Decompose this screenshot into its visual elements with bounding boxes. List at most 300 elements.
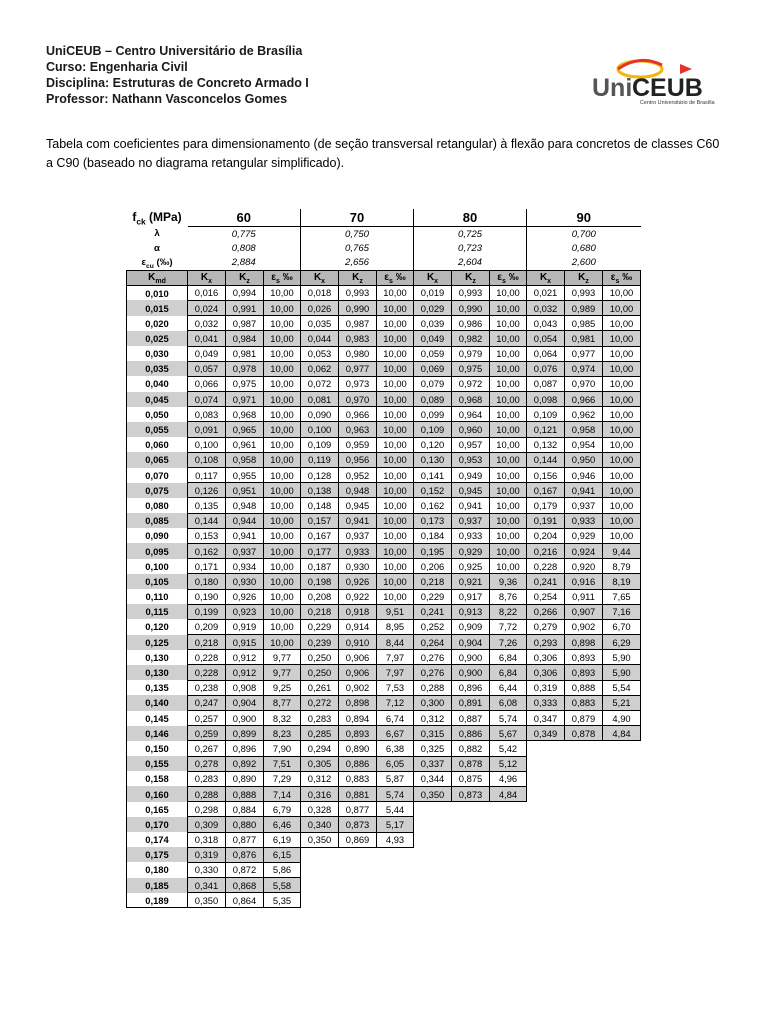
kx-value: 0,069 — [414, 361, 452, 376]
kx-value: 0,259 — [188, 726, 226, 741]
es-value: 10,00 — [377, 407, 414, 422]
kz-value: 0,961 — [226, 437, 264, 452]
kx-value: 0,018 — [301, 285, 339, 300]
empty-cell — [603, 771, 641, 786]
kx-value: 0,306 — [527, 665, 565, 680]
kz-value: 0,962 — [565, 407, 603, 422]
es-value: 7,29 — [264, 771, 301, 786]
kx-value: 0,167 — [527, 483, 565, 498]
table-row — [127, 559, 641, 574]
kx-value: 0,218 — [414, 574, 452, 589]
kx-value: 0,100 — [188, 437, 226, 452]
alpha-value-70: 0,765 — [301, 241, 414, 255]
table-row — [127, 392, 641, 407]
uniceub-logo — [590, 56, 722, 106]
table-row — [127, 574, 641, 589]
kx-value: 0,350 — [188, 893, 226, 908]
es-value: 10,00 — [264, 604, 301, 619]
kx-value: 0,053 — [301, 346, 339, 361]
kx-value: 0,177 — [301, 543, 339, 558]
es-value: 10,00 — [377, 285, 414, 300]
kz-value: 0,954 — [565, 437, 603, 452]
kz-value: 0,941 — [226, 528, 264, 543]
es-value: 10,00 — [490, 483, 527, 498]
kz-value: 0,929 — [565, 528, 603, 543]
kz-value: 0,952 — [339, 468, 377, 483]
table-row — [127, 665, 641, 680]
kmd-value: 0,055 — [127, 422, 188, 437]
kmd-value: 0,140 — [127, 695, 188, 710]
es-value: 8,95 — [377, 619, 414, 634]
es-value: 10,00 — [377, 392, 414, 407]
table-row — [127, 437, 641, 452]
table-row — [127, 680, 641, 695]
kx-value: 0,016 — [188, 285, 226, 300]
es-value: 10,00 — [264, 407, 301, 422]
kz-value: 0,926 — [226, 589, 264, 604]
table-row — [127, 543, 641, 558]
es-value: 10,00 — [490, 437, 527, 452]
table-row — [127, 771, 641, 786]
kx-value: 0,283 — [301, 711, 339, 726]
es-value: 10,00 — [264, 619, 301, 634]
es-value: 6,15 — [264, 847, 301, 862]
es-value: 9,77 — [264, 665, 301, 680]
kx-value: 0,117 — [188, 468, 226, 483]
kz-value: 0,955 — [226, 468, 264, 483]
kx-value: 0,032 — [527, 300, 565, 315]
kmd-value: 0,050 — [127, 407, 188, 422]
empty-cell — [603, 817, 641, 832]
kz-value: 0,893 — [565, 650, 603, 665]
es-value: 10,00 — [603, 528, 641, 543]
empty-cell — [603, 878, 641, 893]
kz-header: $K_z$ — [565, 270, 603, 285]
es-value: 4,93 — [377, 832, 414, 847]
kz-value: 0,968 — [452, 392, 490, 407]
es-value: 9,77 — [264, 650, 301, 665]
kx-value: 0,066 — [188, 376, 226, 391]
kx-value: 0,278 — [188, 756, 226, 771]
kz-value: 0,872 — [226, 862, 264, 877]
es-value: 8,79 — [603, 559, 641, 574]
empty-cell — [565, 771, 603, 786]
empty-cell — [527, 802, 565, 817]
kz-value: 0,918 — [339, 604, 377, 619]
kmd-value: 0,155 — [127, 756, 188, 771]
empty-cell — [565, 756, 603, 771]
kz-value: 0,929 — [452, 543, 490, 558]
kx-value: 0,059 — [414, 346, 452, 361]
kz-value: 0,902 — [565, 619, 603, 634]
kx-value: 0,349 — [527, 726, 565, 741]
kmd-value: 0,035 — [127, 361, 188, 376]
kz-value: 0,977 — [339, 361, 377, 376]
es-value: 10,00 — [490, 543, 527, 558]
kmd-value: 0,180 — [127, 862, 188, 877]
kx-value: 0,294 — [301, 741, 339, 756]
empty-cell — [527, 786, 565, 801]
kx-value: 0,109 — [527, 407, 565, 422]
kx-value: 0,312 — [414, 711, 452, 726]
kz-value: 0,948 — [339, 483, 377, 498]
es-value: 7,65 — [603, 589, 641, 604]
empty-cell — [414, 862, 452, 877]
es-value: 10,00 — [264, 346, 301, 361]
es-value: 5,44 — [377, 802, 414, 817]
kx-value: 0,247 — [188, 695, 226, 710]
kmd-value: 0,135 — [127, 680, 188, 695]
kx-value: 0,229 — [301, 619, 339, 634]
kmd-value: 0,145 — [127, 711, 188, 726]
table-row — [127, 817, 641, 832]
kx-value: 0,218 — [188, 635, 226, 650]
es-value: 7,12 — [377, 695, 414, 710]
kx-value: 0,138 — [301, 483, 339, 498]
kz-value: 0,906 — [339, 665, 377, 680]
concrete-class-80: 80 — [414, 209, 527, 227]
es-value: 10,00 — [603, 437, 641, 452]
document-header — [46, 43, 309, 107]
kx-value: 0,279 — [527, 619, 565, 634]
table-row — [127, 361, 641, 376]
es-value: 8,77 — [264, 695, 301, 710]
empty-cell — [490, 878, 527, 893]
kz-value: 0,984 — [226, 331, 264, 346]
kz-value: 0,911 — [565, 589, 603, 604]
kz-value: 0,949 — [452, 468, 490, 483]
es-header: $\varepsilon_s$ ‰ — [377, 270, 414, 285]
kmd-value: 0,130 — [127, 650, 188, 665]
kz-value: 0,916 — [565, 574, 603, 589]
kz-value: 0,958 — [226, 452, 264, 467]
kx-value: 0,276 — [414, 665, 452, 680]
kz-value: 0,890 — [226, 771, 264, 786]
es-value: 10,00 — [490, 346, 527, 361]
svg-text:Uni: Uni — [592, 74, 633, 102]
kx-header: $K_x$ — [414, 270, 452, 285]
es-value: 8,76 — [490, 589, 527, 604]
kmd-value: 0,105 — [127, 574, 188, 589]
kz-value: 0,884 — [226, 802, 264, 817]
empty-cell — [527, 893, 565, 908]
es-value: 10,00 — [264, 300, 301, 315]
kx-value: 0,121 — [527, 422, 565, 437]
kmd-value: 0,090 — [127, 528, 188, 543]
es-value: 5,86 — [264, 862, 301, 877]
kz-value: 0,880 — [226, 817, 264, 832]
empty-cell — [527, 756, 565, 771]
es-value: 10,00 — [264, 422, 301, 437]
es-value: 10,00 — [264, 452, 301, 467]
kmd-value: 0,165 — [127, 802, 188, 817]
kmd-value: 0,075 — [127, 483, 188, 498]
kz-value: 0,985 — [565, 316, 603, 331]
kx-value: 0,141 — [414, 468, 452, 483]
kz-value: 0,877 — [226, 832, 264, 847]
kz-value: 0,896 — [226, 741, 264, 756]
es-value: 10,00 — [603, 331, 641, 346]
kmd-value: 0,175 — [127, 847, 188, 862]
kz-value: 0,965 — [226, 422, 264, 437]
es-value: 5,87 — [377, 771, 414, 786]
kmd-value: 0,045 — [127, 392, 188, 407]
es-value: 7,90 — [264, 741, 301, 756]
table-row — [127, 422, 641, 437]
kz-value: 0,886 — [452, 726, 490, 741]
kz-value: 0,937 — [452, 513, 490, 528]
param-row-alpha — [127, 241, 641, 255]
kx-value: 0,293 — [527, 635, 565, 650]
es-value: 8,23 — [264, 726, 301, 741]
kz-value: 0,904 — [226, 695, 264, 710]
kz-value: 0,873 — [339, 817, 377, 832]
kz-value: 0,891 — [452, 695, 490, 710]
kz-value: 0,868 — [226, 878, 264, 893]
kx-value: 0,288 — [188, 786, 226, 801]
kz-value: 0,887 — [452, 711, 490, 726]
kx-value: 0,228 — [188, 650, 226, 665]
kx-value: 0,152 — [414, 483, 452, 498]
empty-cell — [603, 756, 641, 771]
kz-value: 0,925 — [452, 559, 490, 574]
table-row — [127, 452, 641, 467]
kz-value: 0,888 — [565, 680, 603, 695]
kz-value: 0,974 — [565, 361, 603, 376]
es-value: 5,74 — [490, 711, 527, 726]
es-value: 10,00 — [264, 392, 301, 407]
es-value: 10,00 — [603, 513, 641, 528]
kx-value: 0,344 — [414, 771, 452, 786]
kz-value: 0,898 — [565, 635, 603, 650]
kz-value: 0,937 — [565, 498, 603, 513]
kz-value: 0,888 — [226, 786, 264, 801]
kz-value: 0,964 — [452, 407, 490, 422]
kx-value: 0,319 — [527, 680, 565, 695]
kx-value: 0,228 — [188, 665, 226, 680]
kz-value: 0,864 — [226, 893, 264, 908]
kx-value: 0,019 — [414, 285, 452, 300]
kx-value: 0,132 — [527, 437, 565, 452]
kx-header: $K_x$ — [188, 270, 226, 285]
kx-value: 0,285 — [301, 726, 339, 741]
kz-value: 0,937 — [226, 543, 264, 558]
es-value: 10,00 — [264, 437, 301, 452]
lambda-value-70: 0,750 — [301, 227, 414, 242]
empty-cell — [452, 832, 490, 847]
empty-cell — [452, 847, 490, 862]
empty-cell — [565, 832, 603, 847]
es-value: 9,36 — [490, 574, 527, 589]
es-value: 10,00 — [264, 468, 301, 483]
ecu-value-70: 2,656 — [301, 255, 414, 270]
empty-cell — [603, 847, 641, 862]
kx-value: 0,267 — [188, 741, 226, 756]
kx-value: 0,216 — [527, 543, 565, 558]
empty-cell — [527, 817, 565, 832]
kz-value: 0,906 — [339, 650, 377, 665]
empty-cell — [452, 817, 490, 832]
empty-cell — [565, 847, 603, 862]
kz-value: 0,963 — [339, 422, 377, 437]
kz-value: 0,878 — [565, 726, 603, 741]
kz-value: 0,945 — [452, 483, 490, 498]
es-value: 9,51 — [377, 604, 414, 619]
es-value: 10,00 — [490, 513, 527, 528]
empty-cell — [301, 893, 339, 908]
kmd-value: 0,125 — [127, 635, 188, 650]
kz-value: 0,876 — [226, 847, 264, 862]
kx-value: 0,062 — [301, 361, 339, 376]
lambda-label: λ — [154, 228, 160, 240]
es-value: 6,79 — [264, 802, 301, 817]
table-row — [127, 635, 641, 650]
es-value: 7,72 — [490, 619, 527, 634]
kx-value: 0,079 — [414, 376, 452, 391]
empty-cell — [414, 893, 452, 908]
es-value: 10,00 — [264, 361, 301, 376]
kz-value: 0,883 — [565, 695, 603, 710]
es-value: 10,00 — [603, 346, 641, 361]
empty-cell — [339, 878, 377, 893]
es-header: $\varepsilon_s$ ‰ — [603, 270, 641, 285]
es-value: 10,00 — [377, 422, 414, 437]
kx-value: 0,130 — [414, 452, 452, 467]
kz-value: 0,986 — [452, 316, 490, 331]
empty-cell — [527, 741, 565, 756]
kz-value: 0,946 — [565, 468, 603, 483]
empty-cell — [565, 786, 603, 801]
kz-value: 0,923 — [226, 604, 264, 619]
kx-value: 0,305 — [301, 756, 339, 771]
table-row — [127, 346, 641, 361]
es-value: 10,00 — [490, 376, 527, 391]
kx-value: 0,309 — [188, 817, 226, 832]
empty-cell — [377, 862, 414, 877]
es-value: 10,00 — [264, 635, 301, 650]
es-value: 8,19 — [603, 574, 641, 589]
es-value: 8,22 — [490, 604, 527, 619]
kx-value: 0,272 — [301, 695, 339, 710]
kx-value: 0,229 — [414, 589, 452, 604]
kz-value: 0,973 — [339, 376, 377, 391]
es-value: 6,05 — [377, 756, 414, 771]
kx-value: 0,261 — [301, 680, 339, 695]
es-value: 6,74 — [377, 711, 414, 726]
es-value: 5,12 — [490, 756, 527, 771]
kx-value: 0,173 — [414, 513, 452, 528]
table-row — [127, 604, 641, 619]
kz-value: 0,937 — [339, 528, 377, 543]
empty-cell — [339, 893, 377, 908]
es-value: 10,00 — [603, 498, 641, 513]
es-value: 10,00 — [490, 331, 527, 346]
empty-cell — [603, 741, 641, 756]
kmd-value: 0,095 — [127, 543, 188, 558]
kx-value: 0,318 — [188, 832, 226, 847]
kz-value: 0,978 — [226, 361, 264, 376]
kz-value: 0,920 — [565, 559, 603, 574]
kx-value: 0,035 — [301, 316, 339, 331]
es-value: 4,96 — [490, 771, 527, 786]
kx-value: 0,024 — [188, 300, 226, 315]
es-value: 10,00 — [490, 392, 527, 407]
es-value: 5,90 — [603, 650, 641, 665]
kmd-value: 0,110 — [127, 589, 188, 604]
kz-value: 0,926 — [339, 574, 377, 589]
table-row — [127, 407, 641, 422]
kx-value: 0,180 — [188, 574, 226, 589]
lambda-value-80: 0,725 — [414, 227, 527, 242]
kz-value: 0,987 — [339, 316, 377, 331]
kz-value: 0,991 — [226, 300, 264, 315]
kx-value: 0,044 — [301, 331, 339, 346]
es-value: 5,42 — [490, 741, 527, 756]
es-value: 10,00 — [603, 468, 641, 483]
concrete-class-70: 70 — [301, 209, 414, 227]
kx-value: 0,120 — [414, 437, 452, 452]
kx-value: 0,350 — [414, 786, 452, 801]
kmd-header: $K_{md}$ — [127, 270, 188, 285]
kmd-value: 0,130 — [127, 665, 188, 680]
kz-value: 0,886 — [339, 756, 377, 771]
table-row — [127, 285, 641, 300]
kz-value: 0,933 — [565, 513, 603, 528]
es-value: 7,97 — [377, 650, 414, 665]
empty-cell — [452, 878, 490, 893]
table-row — [127, 726, 641, 741]
kx-value: 0,204 — [527, 528, 565, 543]
es-value: 10,00 — [603, 452, 641, 467]
es-value: 10,00 — [490, 528, 527, 543]
empty-cell — [603, 832, 641, 847]
kmd-value: 0,030 — [127, 346, 188, 361]
es-value: 6,08 — [490, 695, 527, 710]
kz-value: 0,910 — [339, 635, 377, 650]
empty-cell — [565, 741, 603, 756]
kz-value: 0,972 — [452, 376, 490, 391]
kx-value: 0,239 — [301, 635, 339, 650]
es-value: 10,00 — [603, 483, 641, 498]
kx-value: 0,337 — [414, 756, 452, 771]
es-value: 10,00 — [377, 468, 414, 483]
kx-value: 0,039 — [414, 316, 452, 331]
es-value: 10,00 — [377, 483, 414, 498]
kx-value: 0,218 — [301, 604, 339, 619]
kx-value: 0,341 — [188, 878, 226, 893]
kz-value: 0,994 — [226, 285, 264, 300]
empty-cell — [414, 847, 452, 862]
es-value: 9,44 — [603, 543, 641, 558]
es-value: 8,32 — [264, 711, 301, 726]
es-value: 10,00 — [377, 437, 414, 452]
kx-value: 0,098 — [527, 392, 565, 407]
kz-value: 0,933 — [452, 528, 490, 543]
kz-value: 0,958 — [565, 422, 603, 437]
es-value: 10,00 — [603, 316, 641, 331]
table-row — [127, 316, 641, 331]
kx-value: 0,184 — [414, 528, 452, 543]
kx-value: 0,148 — [301, 498, 339, 513]
empty-cell — [527, 832, 565, 847]
kz-value: 0,989 — [565, 300, 603, 315]
kz-value: 0,900 — [226, 711, 264, 726]
es-value: 10,00 — [490, 452, 527, 467]
kx-value: 0,316 — [301, 786, 339, 801]
es-value: 10,00 — [603, 407, 641, 422]
es-value: 10,00 — [603, 361, 641, 376]
kmd-value: 0,065 — [127, 452, 188, 467]
